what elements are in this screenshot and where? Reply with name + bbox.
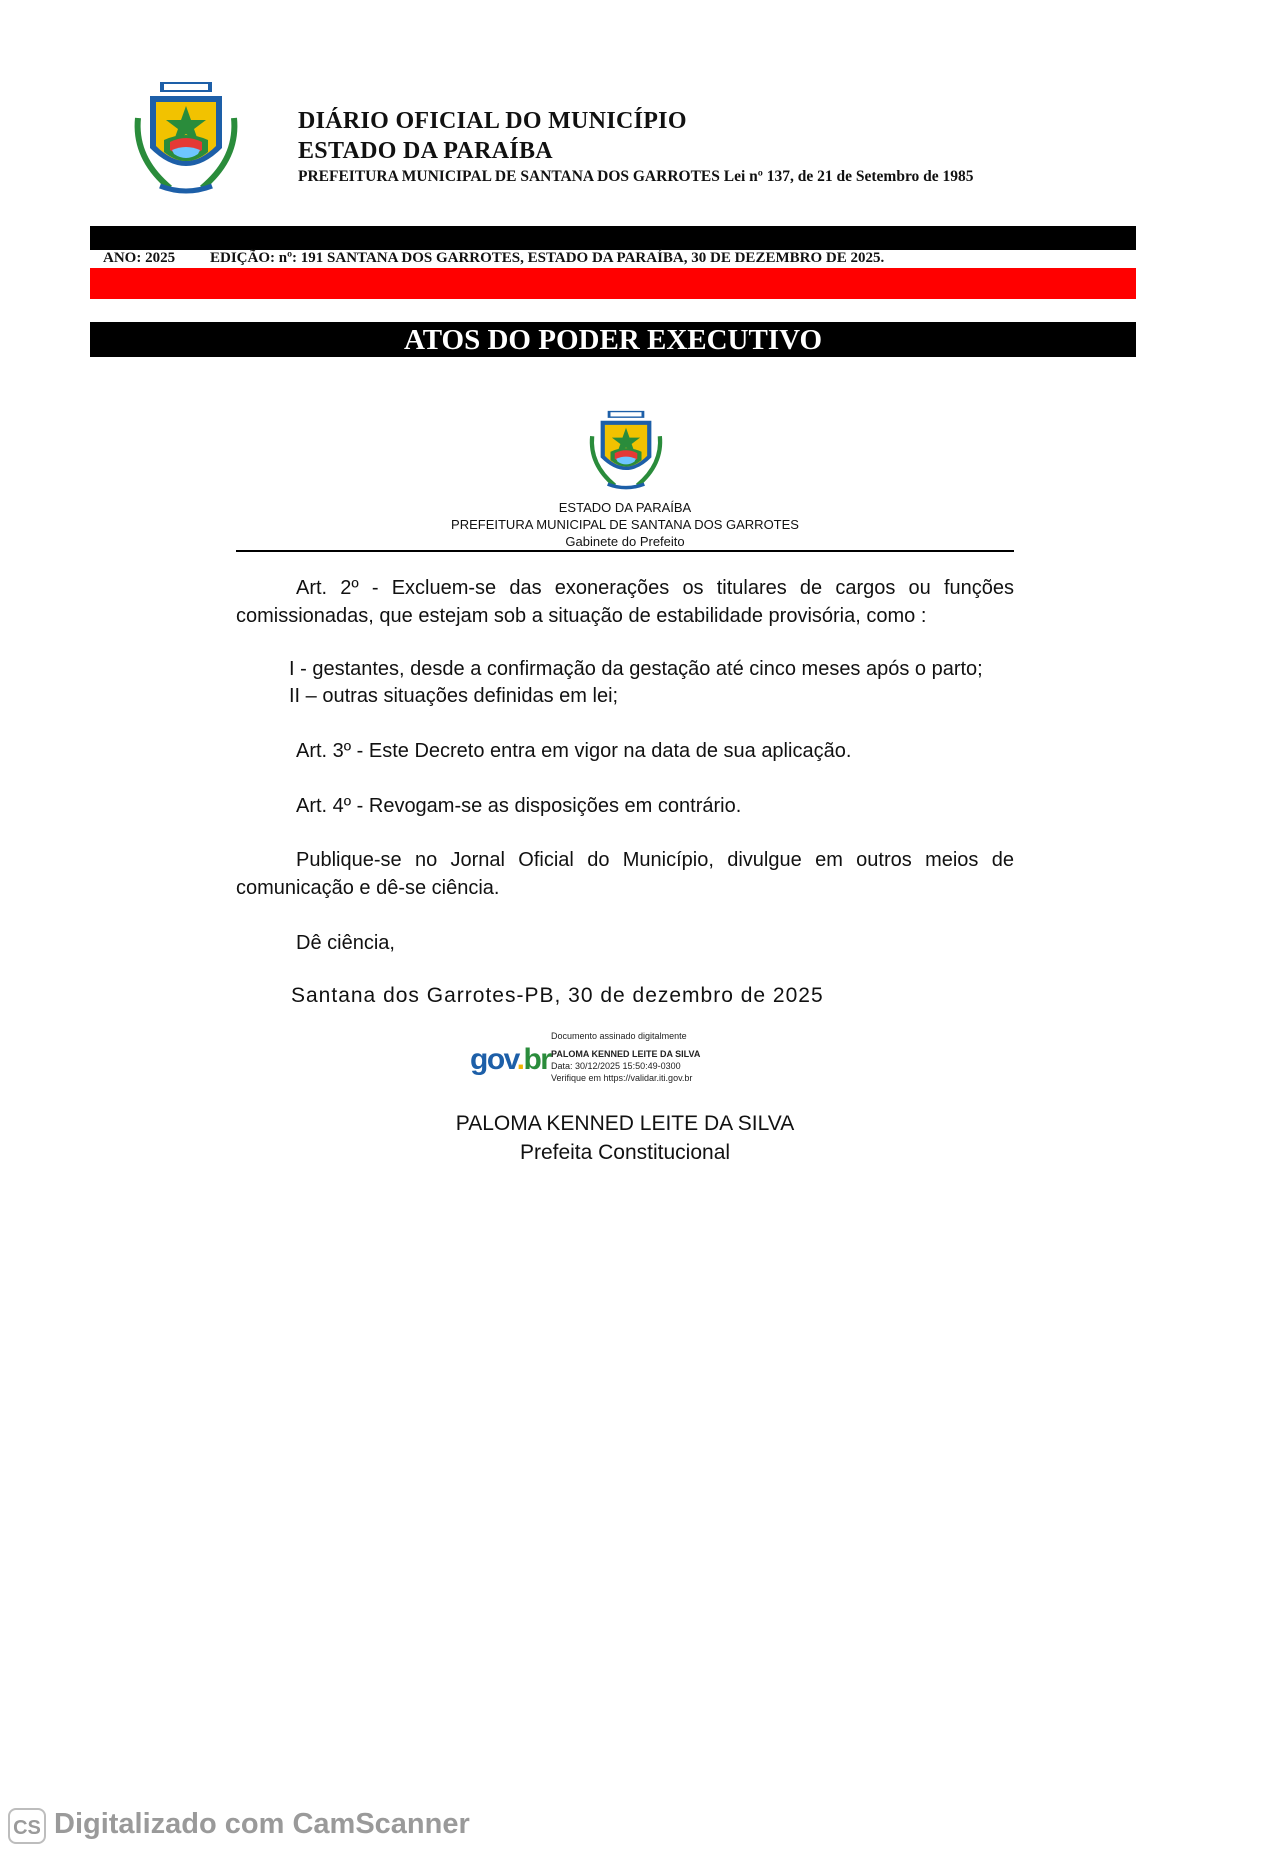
signer-name: PALOMA KENNED LEITE DA SILVA [455,1112,795,1135]
publication-clause-text: Publique-se no Jornal Oficial do Município, divulgue em outros meios de comunicação e dê-se ciência. [236,849,1014,899]
red-divider-bar [90,268,1136,299]
inciso-2: II – outras situações definidas em lei; [289,685,619,707]
municipal-coat-of-arms-icon [130,78,242,200]
letterhead-prefecture: PREFEITURA MUNICIPAL DE SANTANA DOS GARROTES [451,517,799,532]
edition-details: EDIÇÃO: nº: 191 SANTANA DOS GARROTES, ESTADO DA PARAÍBA, 30 DE DEZEMBRO DE 2025. [210,250,885,266]
govbr-logo [470,1043,550,1077]
govbr-logo-gov: gov [470,1043,517,1076]
prefecture-subtitle: PREFEITURA MUNICIPAL DE SANTANA DOS GARROTES Lei nº 137, de 21 de Setembro de 1985 [298,168,974,185]
govbr-logo-dot: . [516,1043,524,1076]
inciso-1: I - gestantes, desde a confirmação da gestação até cinco meses após o parto; [289,658,983,680]
place-and-date: Santana dos Garrotes-PB, 30 de dezembro de 2025 [291,984,824,1007]
stamp-date: Data: 30/12/2025 15:50:49-0300 [551,1061,681,1071]
edition-year: ANO: 2025 [103,250,176,266]
black-divider-bar [90,226,1136,250]
stamp-heading: Documento assinado digitalmente [551,1031,687,1041]
newspaper-title: DIÁRIO OFICIAL DO MUNICÍPIO [298,108,687,134]
stamp-verify-url: Verifique em https://validar.iti.gov.br [551,1073,693,1083]
signer-role: Prefeita Constitucional [519,1141,731,1164]
letterhead-office: Gabinete do Prefeito [565,534,685,549]
camscanner-watermark: Digitalizado com CamScanner [54,1808,470,1840]
edition-line [90,250,1136,269]
letterhead-rule [236,550,1014,552]
article-2 [236,574,1014,630]
stamp-signer: PALOMA KENNED LEITE DA SILVA [551,1049,701,1059]
de-ciencia: Dê ciência, [296,932,395,954]
letterhead-state: ESTADO DA PARAÍBA [558,500,692,515]
article-4: Art. 4º - Revogam-se as disposições em contrário. [296,795,742,817]
letterhead-coat-of-arms-icon [584,408,668,494]
section-banner: ATOS DO PODER EXECUTIVO [90,322,1136,357]
article-2-text: Art. 2º - Excluem-se das exonerações os titulares de cargos ou funções comissionadas, que estejam sob a situação de estabilidade provisória, como : [236,577,1014,627]
camscanner-icon: CS [8,1808,46,1844]
govbr-logo-br: br [523,1043,551,1076]
article-3: Art. 3º - Este Decreto entra em vigor na data de sua aplicação. [296,740,852,762]
state-title: ESTADO DA PARAÍBA [298,138,553,164]
publication-clause [236,846,1014,902]
